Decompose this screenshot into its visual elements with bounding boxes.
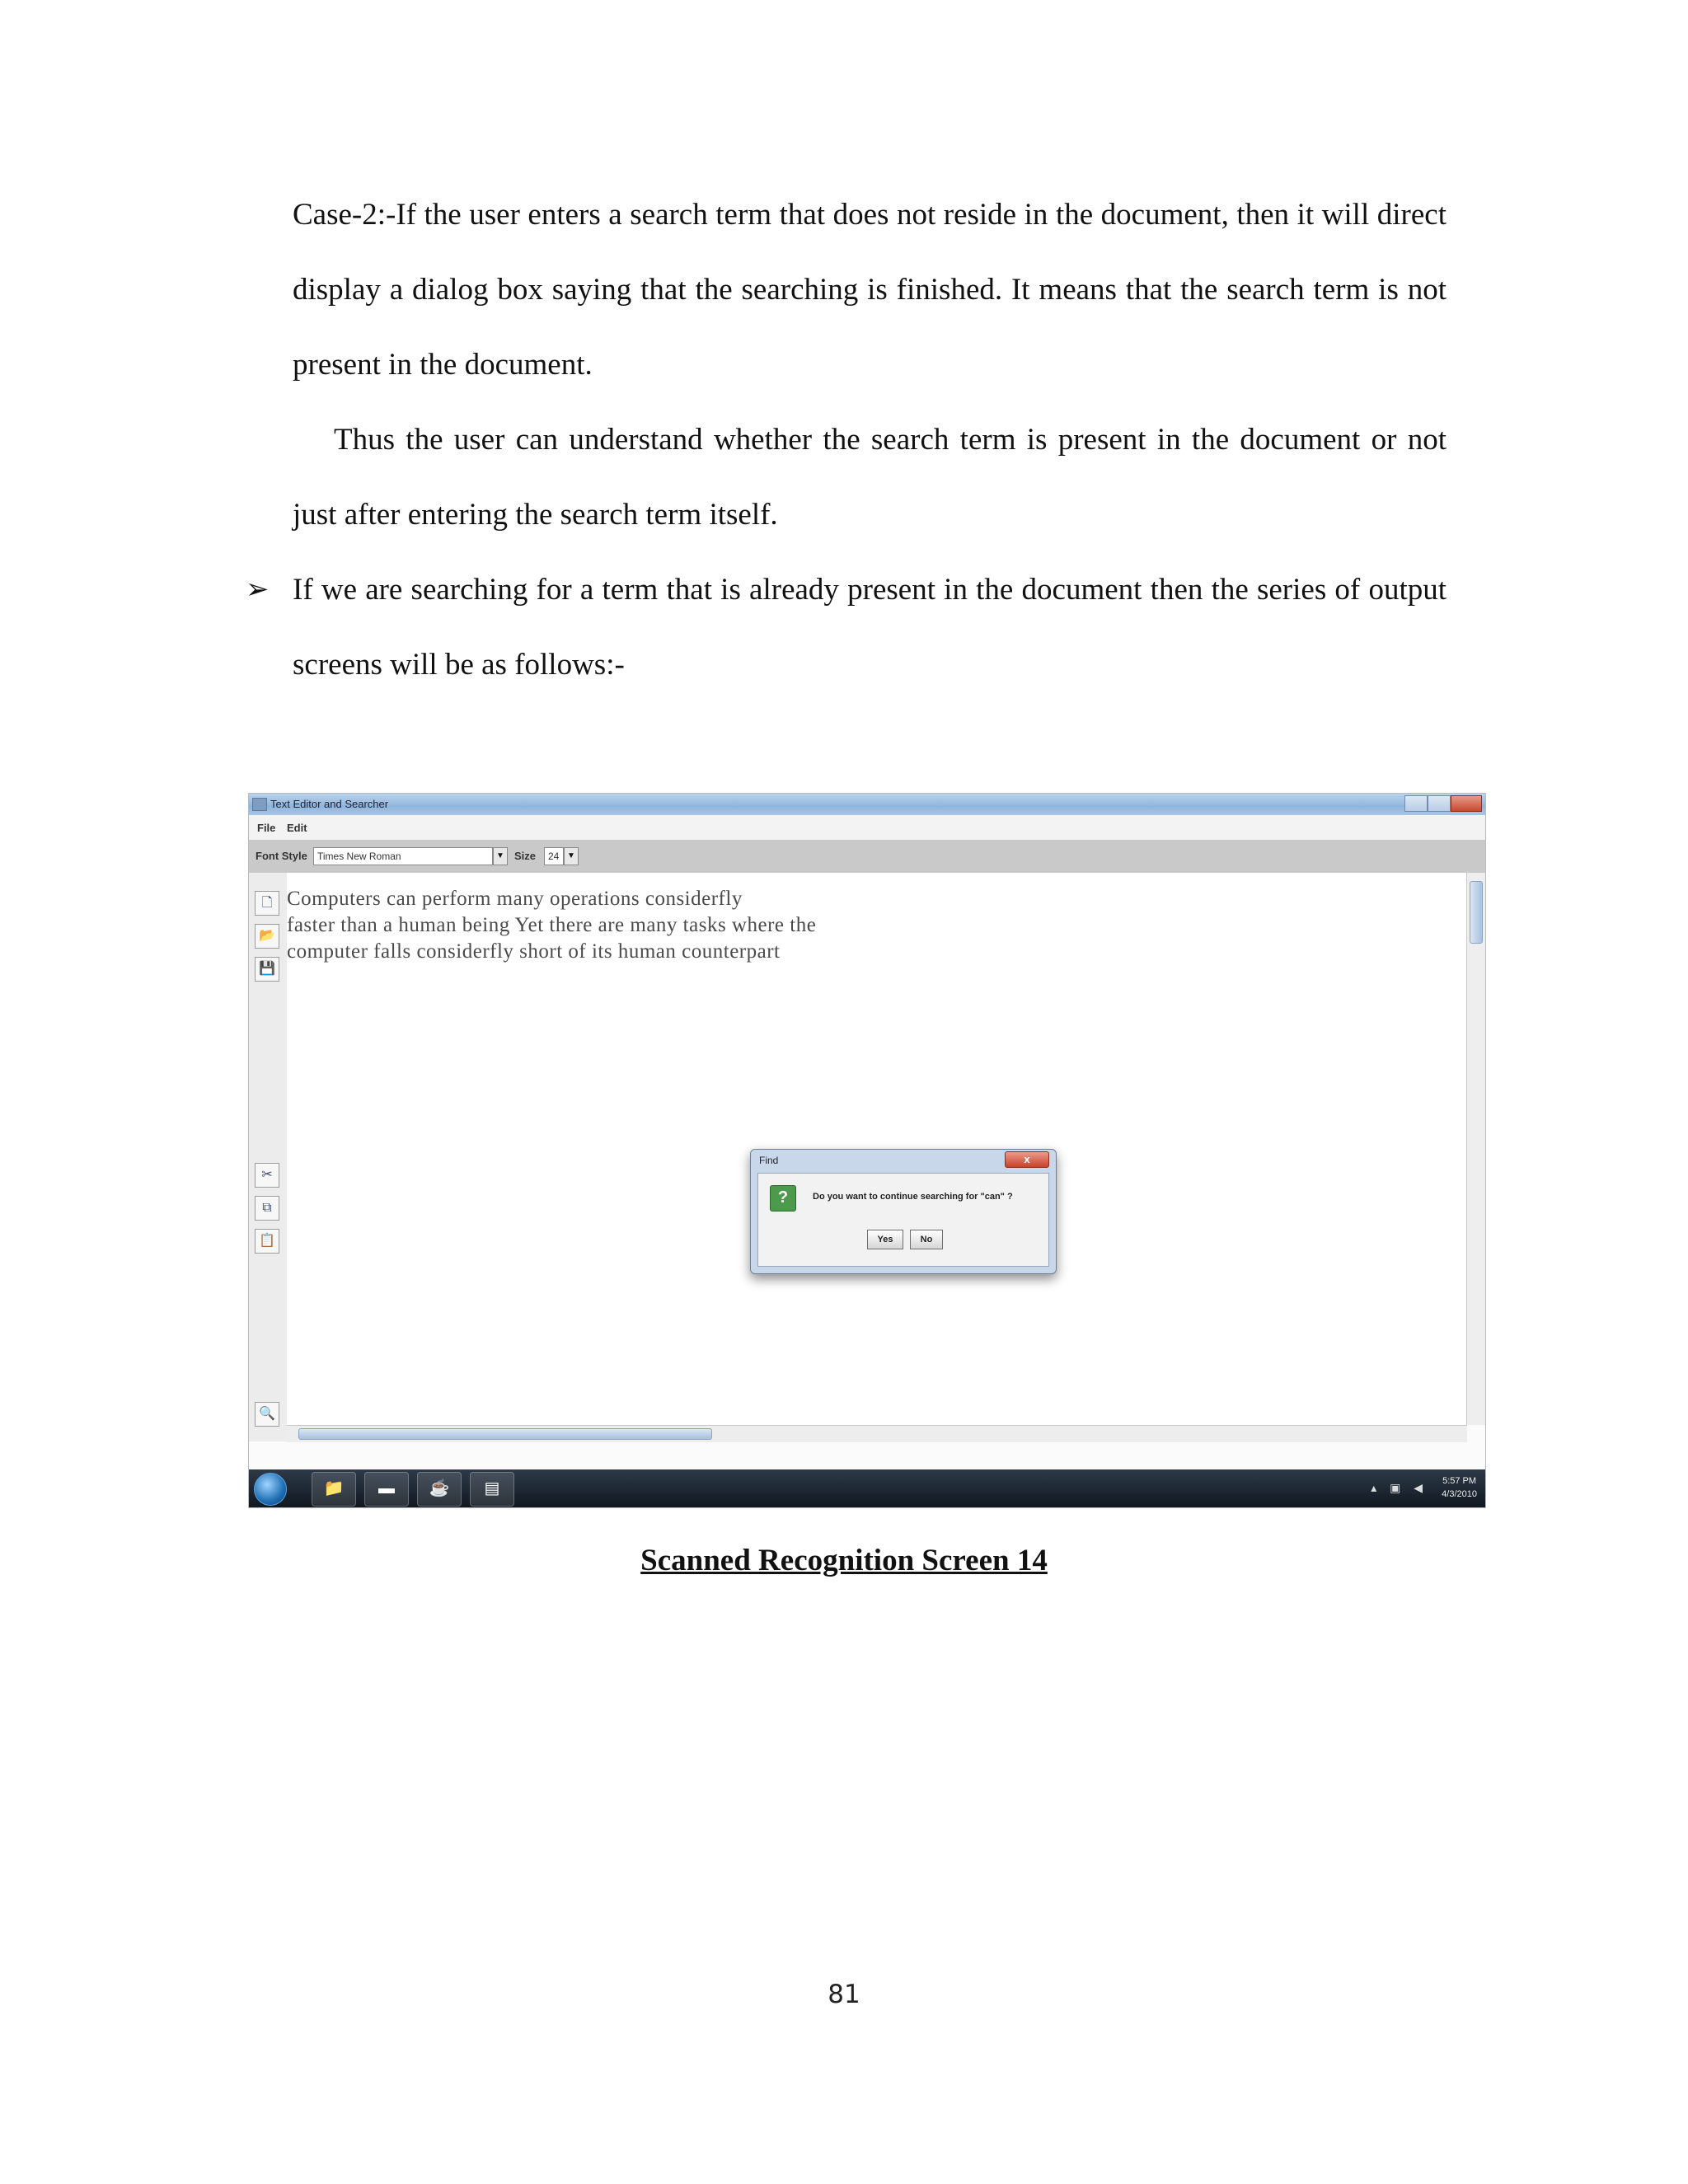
- yes-button[interactable]: Yes: [867, 1230, 903, 1249]
- chevron-down-icon[interactable]: ▼: [564, 847, 579, 865]
- text-editor-area[interactable]: [287, 873, 1467, 1425]
- case2-paragraph: Case-2:-If the user enters a search term that does not reside in the document, then it will direct display a dialog box saying that the searching is finished. It means that the search term is not present in the document.: [293, 198, 1447, 382]
- thus-paragraph: Thus the user can understand whether the search term is present in the document or not just after entering the search term itself.: [293, 423, 1447, 532]
- window-title: Text Editor and Searcher: [270, 798, 389, 810]
- copy-icon[interactable]: ⧉: [255, 1196, 279, 1221]
- editor-line: faster than a human being Yet there are many tasks where the: [287, 914, 817, 936]
- chevron-down-icon[interactable]: ▼: [493, 847, 508, 865]
- font-style-select[interactable]: Times New Roman: [313, 847, 493, 865]
- minimize-button[interactable]: [1404, 795, 1428, 812]
- window-icon: [252, 798, 267, 811]
- no-button[interactable]: No: [910, 1230, 943, 1249]
- taskbar: [249, 1469, 1485, 1507]
- word-icon[interactable]: ▤: [470, 1472, 514, 1507]
- tool-sidebar: [249, 873, 288, 1441]
- start-icon[interactable]: [254, 1473, 287, 1506]
- menu-bar: [249, 815, 1485, 840]
- folder-icon[interactable]: 📁: [312, 1472, 356, 1507]
- new-file-icon[interactable]: 🗋: [255, 891, 279, 916]
- clock-date: 4/3/2010: [1442, 1489, 1477, 1499]
- window-close-button[interactable]: [1451, 795, 1482, 812]
- editor-line: Computers can perform many operations considerfly: [287, 888, 743, 910]
- java-icon[interactable]: ☕: [417, 1472, 462, 1507]
- dialog-body: [757, 1173, 1049, 1267]
- font-style-label: Font Style: [256, 850, 307, 862]
- search-icon[interactable]: 🔍: [255, 1402, 279, 1427]
- size-label: Size: [514, 850, 537, 862]
- screenshot-figure: [248, 793, 1486, 1508]
- editor-line: computer falls considerfly short of its human counterpart: [287, 940, 781, 963]
- page-number: 81: [828, 1980, 860, 2009]
- save-icon[interactable]: 💾: [255, 957, 279, 982]
- dialog-title: Find: [759, 1155, 779, 1166]
- find-dialog: [750, 1149, 1057, 1274]
- scrollbar-thumb[interactable]: [1470, 881, 1483, 944]
- terminal-icon[interactable]: ▬: [364, 1472, 409, 1507]
- bullet-paragraph: If we are searching for a term that is already present in the document then the series of output screens will be as follows:-: [293, 573, 1447, 682]
- horizontal-scrollbar[interactable]: [287, 1425, 1467, 1442]
- clock-time: 5:57 PM: [1442, 1476, 1477, 1486]
- vertical-scrollbar[interactable]: [1466, 873, 1485, 1425]
- font-toolbar: [249, 840, 1485, 874]
- menu-file[interactable]: File: [257, 822, 276, 834]
- taskbar-clock[interactable]: [1442, 1474, 1477, 1501]
- question-icon: ?: [770, 1185, 796, 1212]
- system-tray[interactable]: ▴ ▣ ◀: [1371, 1481, 1428, 1494]
- paste-icon[interactable]: 📋: [255, 1229, 279, 1254]
- maximize-button[interactable]: [1428, 795, 1451, 812]
- size-select[interactable]: 24: [544, 847, 564, 865]
- bullet-arrow-icon: ➢: [246, 574, 270, 605]
- window-titlebar: [249, 794, 1485, 815]
- dialog-close-button[interactable]: x: [1005, 1151, 1049, 1168]
- dialog-message: Do you want to continue searching for "can" ?: [813, 1192, 1013, 1202]
- open-file-icon[interactable]: 📂: [255, 924, 279, 949]
- scrollbar-thumb[interactable]: [298, 1428, 712, 1440]
- cut-icon[interactable]: ✂: [255, 1163, 279, 1188]
- figure-caption: Scanned Recognition Screen 14: [640, 1544, 1048, 1577]
- menu-edit[interactable]: Edit: [287, 822, 307, 834]
